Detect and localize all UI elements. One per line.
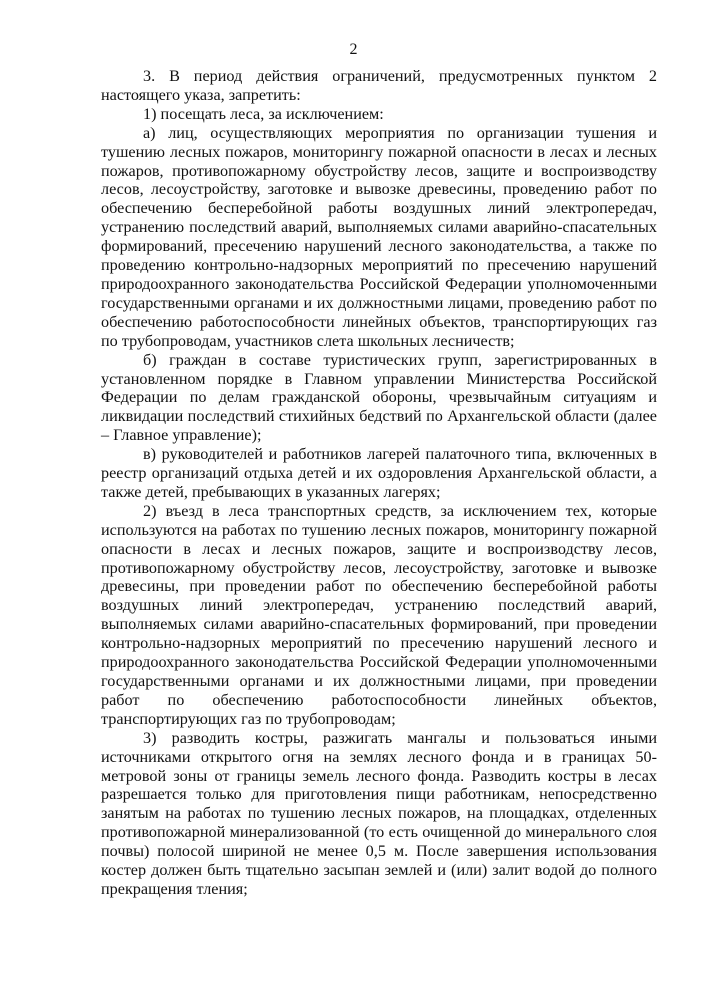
paragraph-subitem-2: 2) въезд в леса транспортных средств, за исключением тех, которые используются на работах по тушению лесных пожаров, мониторингу пожарной опасности в лесах и лесных пожаров, защите и воспроизводству лесов, противопожарному обустройству лесов, лесоустройству, заготовке и вывозке древесины, при проведении работ по обеспечению бесперебойной работы воздушных линий электропередач, устранению последствий аварий, выполняемых силами аварийно-спасательных формирований, при проведении контрольно-надзорных мероприятий по пресечению нарушений лесного и природоохранного законодательства Российской Федерации уполномоченными государственными органами и их должностными лицами, при проведении работ по обеспечению работоспособности линейных объектов, транспортирующих газ по трубопроводам; [101,501,657,728]
page-number: 2 [349,41,358,58]
paragraph-subitem-1: 1) посещать леса, за исключением: [143,104,384,123]
document-body [101,67,657,899]
paragraph-subitem-1v: в) руководителей и работников лагерей палаточного типа, включенных в реестр организаций отдыха детей и их оздоровления Архангельской области, а также детей, пребывающих в указанных лагерях; [101,445,657,501]
paragraph-subitem-1b: б) граждан в составе туристических групп, зарегистрированных в установленном порядке в Главном управлении Министерства Российской Федерации по делам гражданской обороны, чрезвычайным ситуациям и ликвидации последствий стихийных бедствий по Архангельской области (далее – Главное управление); [101,350,657,445]
paragraph-subitem-1a: а) лиц, осуществляющих мероприятия по организации тушения и тушению лесных пожаров, мониторингу пожарной опасности в лесах и лесных пожаров, противопожарному обустройству лесов, защите и воспроизводству лесов, лесоустройству, заготовке и вывозке древесины, проведению работ по обеспечению бесперебойной работы воздушных линий электропередач, устранению последствий аварий, выполняемых силами аварийно-спасательных формирований, пресечению нарушений лесного законодательства, а также по проведению контрольно-надзорных мероприятий по пресечению нарушений природоохранного законодательства Российской Федерации уполномоченными государственными органами и их должностными лицами, проведению работ по обеспечению работоспособности линейных объектов, транспортирующих газ по трубопроводам, участников слета школьных лесничеств; [101,123,657,350]
paragraph-subitem-3: 3) разводить костры, разжигать мангалы и пользоваться иными источниками открытого огня на землях лесного фонда и в границах 50-метровой зоны от границы земель лесного фонда. Разводить костры в лесах разрешается только для приготовления пищи работникам, непосредственно занятым на работах по тушению лесных пожаров, на площадках, отделенных противопожарной минерализованной (то есть очищенной до минерального слоя почвы) полосой шириной не менее 0,5 м. После завершения использования костер должен быть тщательно засыпан землей и (или) залит водой до полного прекращения тления; [101,728,657,898]
paragraph-item-3-intro: 3. В период действия ограничений, предусмотренных пунктом 2 настоящего указа, запретить: [101,67,657,104]
